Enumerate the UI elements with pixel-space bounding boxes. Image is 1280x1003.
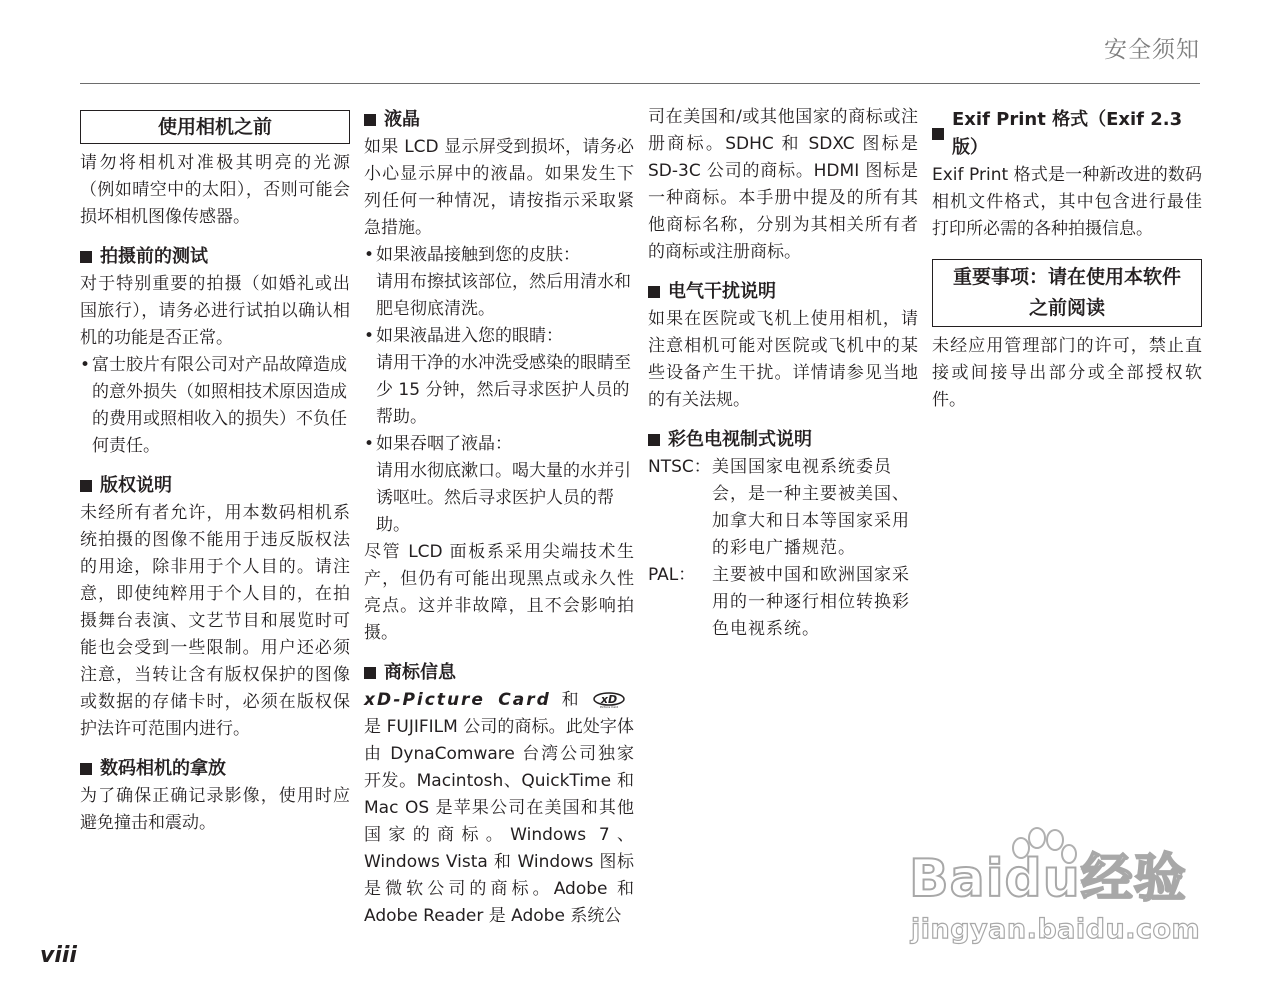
page-number: viii (40, 943, 77, 968)
page-header-title: 安全须知 (1104, 37, 1200, 63)
baidu-watermark (905, 828, 1205, 956)
column-4 (932, 104, 1202, 414)
section-text: 为了确保正确记录影像，使用时应避免撞击和震动。 (80, 786, 350, 833)
column-2 (364, 104, 634, 930)
square-bullet-icon (364, 667, 376, 679)
square-bullet-icon (932, 128, 944, 140)
trademark-text-continued: 司在美国和/或其他国家的商标或注册商标。SDHC 和 SDXC 图标是 SD-3C 公司的商标。HDMI 图标是一种商标。本手册中提及的所有其他商标名称，分别为其相关所有者的商标或注册商标。 (648, 107, 918, 262)
section-text: 未经所有者允许，用本数码相机系统拍摄的图像不能用于违反版权法的用途，除非用于个人目的。请注意，即使纯粹用于个人目的，在拍摄舞台表演、文艺节目和展览时可能也会受到一些限制。用户还必须注意，当转让含有版权保护的图像或数据的存储卡时，必须在版权保护法许可范围内进行。 (80, 503, 350, 739)
column-1 (80, 104, 350, 837)
section-heading: 数码相机的拿放 (80, 755, 350, 783)
svg-text:xD: xD (600, 693, 618, 706)
trademark-text: xD-Picture Card 和 xD Picture Card 是 FUJIFILM 公司的商标。此处字体由 DynaComware 台湾公司独家开发。Macintosh、QuickTime 和 Mac OS 是苹果公司在美国和其他国家的商标。Windows 7、Windows Vista 和 Windows 图标是微软公司的商标。Adobe 和 Adobe Reader 是 Adobe 系统公 (364, 690, 635, 926)
tv-standards-list (648, 454, 918, 643)
bullet-list (80, 352, 350, 460)
column-3 (648, 104, 918, 643)
section-text: 如果 LCD 显示屏受到损坏，请务必小心显示屏中的液晶。如果发生下列任何一种情况，请按指示采取紧急措施。 (364, 137, 634, 238)
square-bullet-icon (648, 434, 660, 446)
section-text: 对于特别重要的拍摄（如婚礼或出国旅行），请务必进行试拍以确认相机的功能是否正常。 (80, 274, 350, 348)
bullet-list (364, 242, 634, 539)
section-text: 如果在医院或飞机上使用相机，请注意相机可能对医院或飞机中的某些设备产生干扰。详情请参见当地的有关法规。 (648, 309, 918, 410)
section-heading: 版权说明 (80, 472, 350, 500)
intro-paragraph: 请勿将相机对准极其明亮的光源（例如晴空中的太阳），否则可能会损坏相机图像传感器。 (80, 153, 350, 227)
section-heading: 电气干扰说明 (648, 278, 918, 306)
list-item: • 富士胶片有限公司对产品故障造成的意外损失（如照相技术原因造成的费用或照相收入的损失）不负任何责任。 (80, 355, 347, 456)
section-heading: 商标信息 (364, 659, 634, 687)
section-text: Exif Print 格式是一种新改进的数码相机文件格式，其中包含进行最佳打印所必需的各种拍摄信息。 (932, 165, 1202, 239)
section-heading: 拍摄前的测试 (80, 243, 350, 271)
lcd-note: 尽管 LCD 面板系采用尖端技术生产，但仍有可能出现黑点或永久性亮点。这并非故障，且不会影响拍摄。 (364, 542, 634, 643)
watermark-logo: Baidu经验 (909, 849, 1187, 909)
watermark-url: jingyan.baidu.com (911, 914, 1201, 945)
list-item: • 如果液晶接触到您的皮肤： 请用布擦拭该部位，然后用清水和肥皂彻底清洗。 (364, 245, 631, 319)
xd-card-name: xD-Picture Card (364, 690, 551, 710)
list-item: NTSC： 美国国家电视系统委员会，是一种主要被美国、加拿大和日本等国家采用的彩电广播规范。 (648, 457, 910, 558)
list-item: PAL： 主要被中国和欧洲国家采用的一种逐行相位转换彩色电视系统。 (648, 565, 910, 639)
square-bullet-icon (648, 286, 660, 298)
square-bullet-icon (80, 763, 92, 775)
list-item: • 如果液晶进入您的眼睛： 请用干净的水冲洗受感染的眼睛至少 15 分钟，然后寻求医护人员的帮助。 (364, 326, 631, 427)
section-heading: Exif Print 格式（Exif 2.3 版） (932, 106, 1202, 162)
list-item: • 如果吞咽了液晶： 请用水彻底漱口。喝大量的水并引诱呕吐。然后寻求医护人员的帮助。 (364, 434, 631, 535)
square-bullet-icon (80, 480, 92, 492)
section-box-title: 使用相机之前 (80, 110, 350, 144)
xd-logo-icon (592, 691, 626, 709)
notice-text: 未经应用管理部门的许可，禁止直接或间接导出部分或全部授权软件。 (932, 336, 1202, 410)
square-bullet-icon (80, 251, 92, 263)
header-divider (80, 83, 1200, 84)
section-heading: 彩色电视制式说明 (648, 426, 918, 454)
section-heading: 液晶 (364, 106, 634, 134)
svg-text:Picture Card: Picture Card (599, 705, 619, 709)
square-bullet-icon (364, 114, 376, 126)
notice-box-title: 重要事项：请在使用本软件 之前阅读 (932, 259, 1202, 327)
